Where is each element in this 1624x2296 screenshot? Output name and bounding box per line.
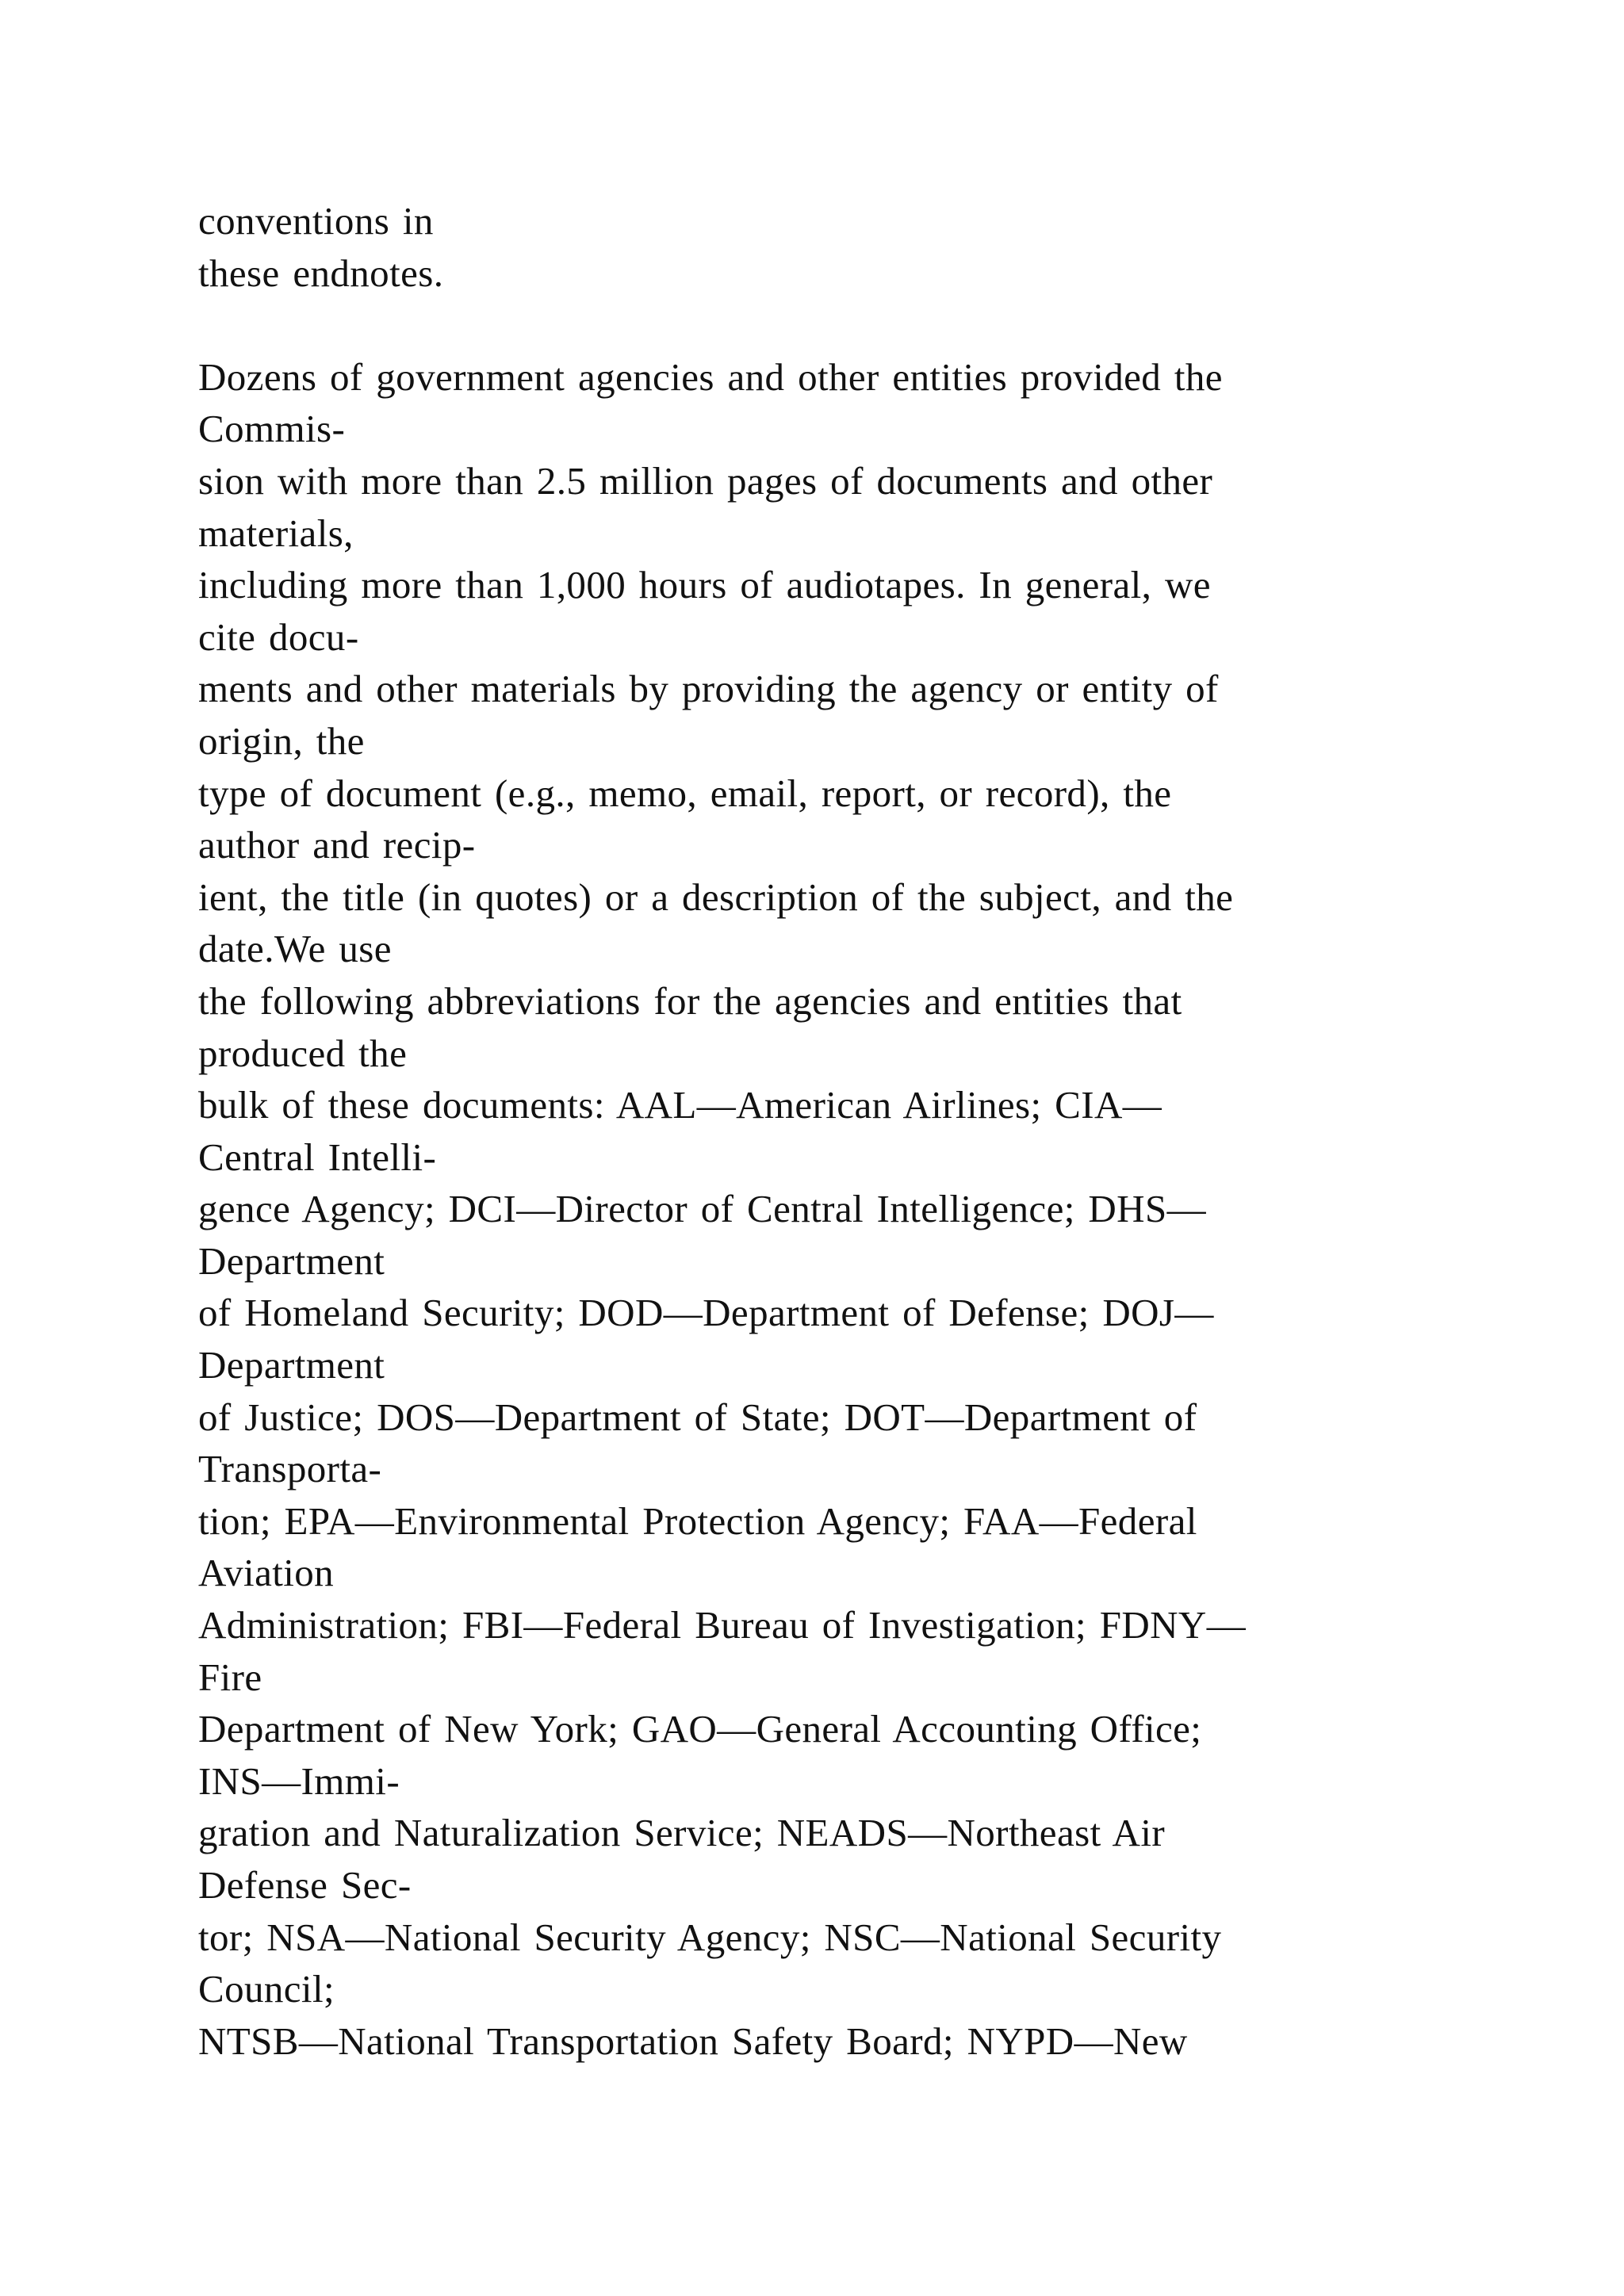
text-line: these endnotes. — [198, 251, 444, 295]
text-line: author and recip- — [198, 823, 476, 867]
paragraph-gap — [198, 299, 1499, 351]
text-line: of Homeland Security; DOD—Department of Defense; DOJ— — [198, 1291, 1214, 1335]
text-line: Department of New York; GAO—General Accounting Office; — [198, 1707, 1202, 1751]
text-line: gration and Naturalization Service; NEADS—Northeast Air — [198, 1811, 1166, 1855]
text-line: Department — [198, 1238, 385, 1283]
text-line: Commis- — [198, 407, 346, 451]
text-line: of Justice; DOS—Department of State; DOT—Department of — [198, 1395, 1197, 1439]
text-line: cite docu- — [198, 614, 359, 659]
text-line: Central Intelli- — [198, 1135, 437, 1179]
text-line: origin, the — [198, 718, 365, 763]
text-line: conventions in — [198, 199, 434, 243]
text-line: Department — [198, 1343, 385, 1387]
text-line: INS—Immi- — [198, 1758, 400, 1803]
text-line: materials, — [198, 511, 354, 555]
text-line: sion with more than 2.5 million pages of documents and other — [198, 458, 1213, 503]
text-line: Administration; FBI—Federal Bureau of Investigation; FDNY— — [198, 1603, 1247, 1647]
text-line: Council; — [198, 1967, 335, 2011]
text-line: gence Agency; DCI—Director of Central Intelligence; DHS— — [198, 1187, 1207, 1231]
text-line: Transporta- — [198, 1447, 382, 1491]
text-line: produced the — [198, 1031, 408, 1075]
text-line: bulk of these documents: AAL—American Airlines; CIA— — [198, 1083, 1162, 1127]
text-line: date.We use — [198, 927, 392, 971]
text-line: Dozens of government agencies and other entities provided the — [198, 354, 1223, 399]
text-line: Fire — [198, 1655, 262, 1699]
text-line: including more than 1,000 hours of audiotapes. In general, we — [198, 563, 1211, 607]
text-line: type of document (e.g., memo, email, report, or record), the — [198, 771, 1172, 815]
text-line: NTSB—National Transportation Safety Board; NYPD—New — [198, 2019, 1188, 2063]
text-line: ments and other materials by providing the agency or entity of — [198, 667, 1219, 711]
text-line: Aviation — [198, 1551, 335, 1595]
text-line: tion; EPA—Environmental Protection Agency; FAA—Federal — [198, 1498, 1197, 1543]
endnotes-text — [198, 195, 1499, 2067]
text-line: Defense Sec- — [198, 1863, 412, 1907]
text-line: ient, the title (in quotes) or a description of the subject, and the — [198, 874, 1234, 919]
text-line: the following abbreviations for the agencies and entities that — [198, 978, 1182, 1023]
text-line: tor; NSA—National Security Agency; NSC—National Security — [198, 1915, 1222, 1959]
